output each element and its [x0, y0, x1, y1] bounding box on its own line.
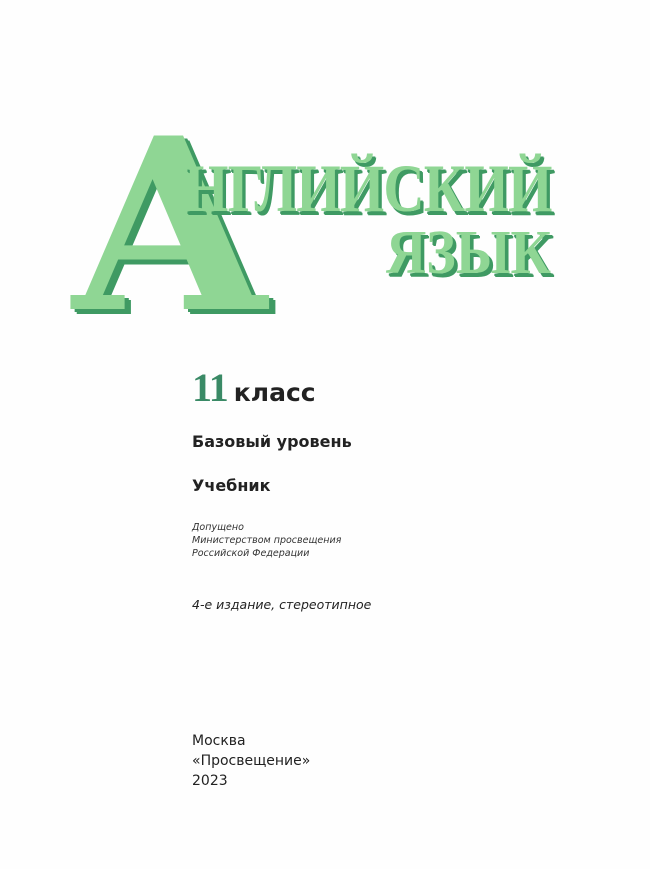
imprint-year: 2023: [192, 773, 228, 789]
grade-number: 11: [192, 365, 228, 410]
imprint-city: Москва: [192, 733, 246, 749]
approval-line: Министерством просвещения: [192, 535, 342, 546]
title-line-1: НГЛИЙСКИЙ: [184, 150, 552, 226]
title-line-2: ЯЗЫК: [386, 219, 552, 287]
approval-line: Российской Федерации: [192, 548, 310, 559]
level-label: Базовый уровень: [192, 432, 352, 451]
grade-word: класс: [233, 378, 316, 407]
imprint-publisher: «Просвещение»: [192, 753, 311, 769]
imprint: [192, 731, 310, 791]
approval-line: Допущено: [192, 522, 244, 533]
edition-note: 4-е издание, стереотипное: [192, 597, 372, 612]
book-type-label: Учебник: [192, 476, 271, 495]
title-initial-letter: А: [68, 87, 272, 366]
approval-note: [192, 521, 341, 560]
grade-heading: [192, 364, 316, 411]
